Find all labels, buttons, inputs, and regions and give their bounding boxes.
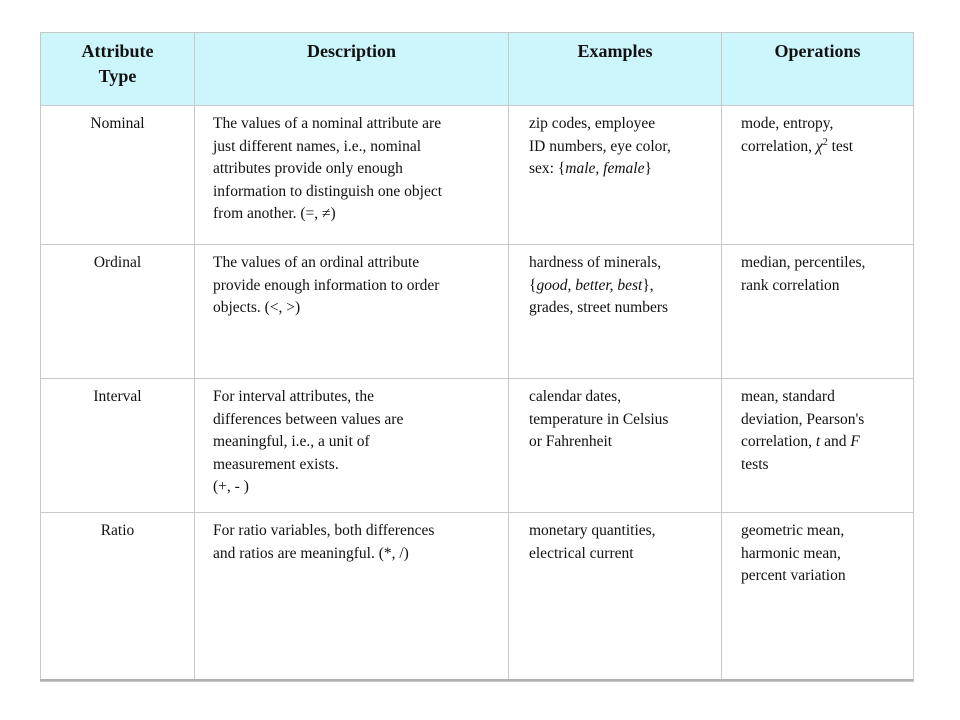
- examples-line: electrical current: [529, 544, 634, 562]
- cell-examples: [509, 106, 722, 245]
- table-row: [41, 106, 914, 245]
- operations-text: test: [827, 137, 854, 155]
- operations-line: geometric mean,: [741, 522, 845, 539]
- examples-line: ID numbers, eye color,: [529, 137, 671, 155]
- examples-line: monetary quantities,: [529, 522, 656, 539]
- description-line: For interval attributes, the: [213, 388, 374, 405]
- superscript: 2: [822, 136, 828, 148]
- header-operations: Operations: [722, 33, 914, 106]
- attribute-types-table: [40, 32, 914, 682]
- operations-line: mean, standard: [741, 388, 835, 405]
- examples-line: grades, street numbers: [529, 299, 669, 316]
- cell-description: [195, 106, 509, 245]
- cell-description: [195, 245, 509, 379]
- cell-attribute-type: Ordinal: [41, 245, 195, 379]
- description-line: objects. (<, >): [213, 299, 301, 316]
- cell-operations: [722, 245, 914, 379]
- description-line: differences between values are: [213, 410, 404, 428]
- chi-symbol: χ: [815, 137, 823, 155]
- header-attribute-type: [41, 33, 195, 106]
- description-line: The values of an ordinal attribute: [213, 254, 420, 271]
- cell-examples: [509, 245, 722, 379]
- examples-line: [529, 275, 711, 298]
- description-line: The values of a nominal attribute are: [213, 115, 442, 132]
- description-line: from another. (=, ≠): [213, 205, 336, 222]
- examples-line: zip codes, employee: [529, 115, 656, 132]
- header-attribute-type-line1: Attribute: [81, 41, 154, 61]
- operations-text: and: [820, 433, 851, 450]
- table-bottom-border: [40, 679, 913, 681]
- examples-text: },: [642, 276, 654, 294]
- table-row: [41, 379, 914, 513]
- operations-line: percent variation: [741, 567, 846, 584]
- operations-line: [741, 431, 903, 454]
- examples-line: hardness of minerals,: [529, 254, 662, 271]
- cell-attribute-type: Interval: [41, 379, 195, 513]
- operations-line: rank correlation: [741, 276, 840, 294]
- description-line: attributes provide only enough: [213, 160, 403, 177]
- operations-text: correlation,: [741, 137, 816, 155]
- operations-line: harmonic mean,: [741, 544, 841, 562]
- cell-attribute-type: Ratio: [41, 513, 195, 682]
- description-line: For ratio variables, both differences: [213, 522, 435, 539]
- operations-line: mode, entropy,: [741, 115, 834, 132]
- table-row: [41, 245, 914, 379]
- operations-italic-f: F: [850, 433, 860, 450]
- table-row: [41, 513, 914, 682]
- examples-line: [529, 158, 711, 181]
- description-line: information to distinguish one object: [213, 182, 443, 200]
- cell-description: [195, 513, 509, 682]
- description-line: (+, - ): [213, 478, 249, 495]
- examples-italic-text: male, female: [565, 160, 645, 177]
- examples-text: }: [644, 160, 652, 177]
- description-line: just different names, i.e., nominal: [213, 137, 422, 155]
- description-line: measurement exists.: [213, 455, 339, 473]
- description-line: meaningful, i.e., a unit of: [213, 433, 370, 450]
- header-examples: Examples: [509, 33, 722, 106]
- operations-line: tests: [741, 455, 769, 473]
- cell-examples: [509, 513, 722, 682]
- operations-line: deviation, Pearson's: [741, 410, 865, 428]
- cell-description: [195, 379, 509, 513]
- operations-line: [741, 136, 903, 159]
- operations-text: correlation,: [741, 433, 816, 450]
- examples-text: {: [529, 276, 537, 294]
- operations-italic-t: t: [815, 433, 821, 450]
- header-row: [41, 33, 914, 106]
- examples-line: calendar dates,: [529, 388, 622, 405]
- cell-attribute-type: Nominal: [41, 106, 195, 245]
- description-line: and ratios are meaningful. (*, /): [213, 544, 409, 562]
- header-attribute-type-line2: Type: [98, 66, 137, 86]
- cell-operations: [722, 106, 914, 245]
- cell-examples: [509, 379, 722, 513]
- examples-line: or Fahrenheit: [529, 433, 613, 450]
- operations-line: median, percentiles,: [741, 254, 866, 271]
- examples-italic-text: good, better, best: [536, 276, 643, 294]
- description-line: provide enough information to order: [213, 276, 440, 294]
- cell-operations: [722, 379, 914, 513]
- examples-text: sex: {: [529, 160, 566, 177]
- header-description: Description: [195, 33, 509, 106]
- cell-operations: [722, 513, 914, 682]
- examples-line: temperature in Celsius: [529, 410, 669, 428]
